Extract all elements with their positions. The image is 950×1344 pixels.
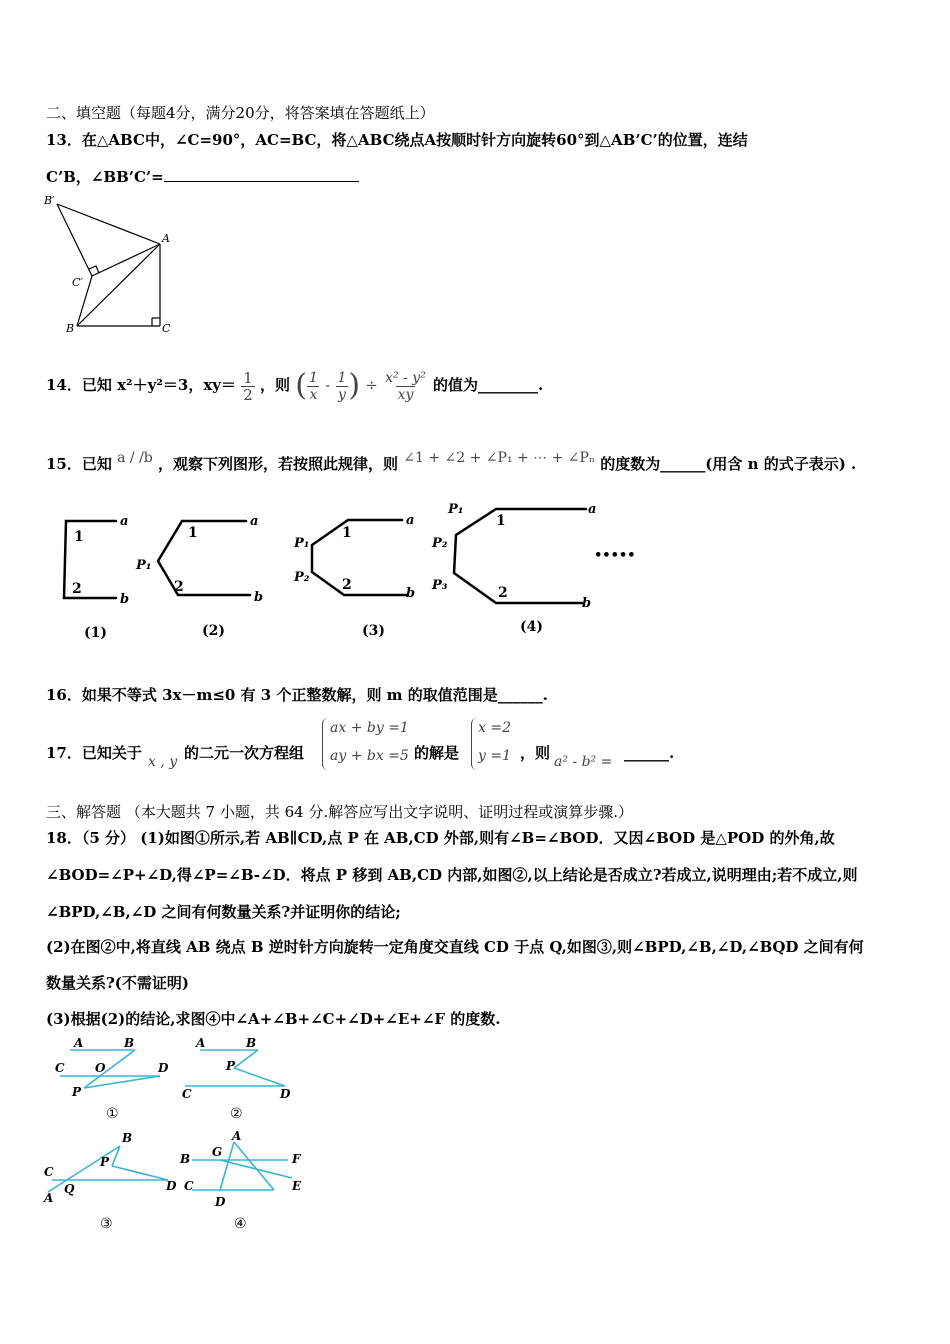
q14-mid: ，则 xyxy=(260,376,291,394)
section-2-heading: 二、填空题（每题4分，满分20分，将答案填在答题纸上） xyxy=(46,104,435,122)
q15-fig1-b: b xyxy=(120,592,130,607)
q18-fig4-g: G xyxy=(212,1145,223,1159)
q18-fig2-a: A xyxy=(196,1036,206,1050)
q14-frac3 xyxy=(383,370,428,403)
q14-frac-half-den: 2 xyxy=(243,385,253,404)
q15-fig4-p3: P₃ xyxy=(432,578,448,593)
q13-label-a: A xyxy=(162,232,170,245)
q14-div: ÷ xyxy=(365,376,378,394)
q15-fig3-angle2: 2 xyxy=(342,577,352,593)
q15-fig4-angle1: 1 xyxy=(496,513,506,529)
q17-eq2: ay + bx =5 xyxy=(330,748,409,764)
q17-vars: x , y xyxy=(148,754,178,770)
q15-fig3-p1: P₁ xyxy=(294,536,310,551)
q15 xyxy=(46,450,857,475)
q13-line2 xyxy=(46,167,359,187)
q15-fig4-p1: P₁ xyxy=(448,502,464,517)
q15-fig3-p2: P₂ xyxy=(294,570,310,585)
q15-figures xyxy=(50,495,650,650)
q14-suffix: 的值为________. xyxy=(433,376,544,394)
q15-fig2-p1: P₁ xyxy=(136,558,152,573)
q15-caption-4: (4) xyxy=(520,619,543,635)
q14-frac2-den: y xyxy=(337,386,346,403)
q14-minus: - xyxy=(325,376,331,394)
q15-fig1-angle2: 2 xyxy=(72,581,82,597)
q15-fig4-p2: P₂ xyxy=(432,536,448,551)
q14 xyxy=(46,360,543,410)
q18-fig4-a: A xyxy=(232,1129,242,1143)
q18-fig1-o: O xyxy=(95,1061,106,1075)
q17-mid: 的二元一次方程组 xyxy=(184,744,305,762)
q18-figures xyxy=(40,1030,320,1240)
q15-suffix: 的度数为______(用含 n 的式子表示) . xyxy=(600,455,857,473)
q15-fig4-b: b xyxy=(582,596,592,611)
q18-caption-2: ② xyxy=(230,1106,243,1122)
q15-prefix: 15．已知 xyxy=(46,455,112,473)
q15-caption-1: (1) xyxy=(84,625,107,641)
q18-fig1-b: B xyxy=(124,1036,135,1050)
q17-prefix: 17．已知关于 xyxy=(46,744,142,762)
q18-fig3-q: Q xyxy=(64,1182,75,1196)
q14-frac-half-num: 1 xyxy=(243,368,253,387)
q17-sol2: y =1 xyxy=(478,748,511,764)
q14-frac2 xyxy=(335,370,348,403)
q18-fig1-d: D xyxy=(158,1061,169,1075)
q17-mid2: 的解是 xyxy=(414,744,460,762)
q16: 16．如果不等式 3x－m≤0 有 3 个正整数解，则 m 的取值范围是______. xyxy=(46,686,548,704)
q13-label-b1: B′ xyxy=(44,194,55,207)
q15-cond: a / /b xyxy=(117,450,153,466)
q14-frac2-num: 1 xyxy=(337,369,347,386)
q13-line2-text: C’B，∠BB’C’= xyxy=(46,168,164,186)
q18-fig4-b: B xyxy=(180,1152,191,1166)
q18-fig3-c: C xyxy=(44,1165,54,1179)
q13-label-c: C xyxy=(162,322,171,335)
q18-fig2-b: B xyxy=(246,1036,257,1050)
q18-fig4-c: C xyxy=(184,1179,194,1193)
q18-line6: (3)根据(2)的结论,求图④中∠A+∠B+∠C+∠D+∠E+∠F 的度数. xyxy=(46,1010,501,1028)
q17-suffix: ______. xyxy=(624,744,675,762)
q14-prefix: 14．已知 x²＋y²＝3，xy＝ xyxy=(46,376,236,394)
q14-paren-close: ) xyxy=(348,368,361,403)
q18-fig1-p: P xyxy=(72,1085,82,1099)
q18-line2: ∠BOD=∠P+∠D,得∠P=∠B-∠D．将点 P 移到 AB,CD 内部,如图②,以上结论是否成立?若成立,说明理由;若不成立,则 xyxy=(46,866,858,884)
q15-fig4-angle2: 2 xyxy=(498,585,508,601)
q15-fig2-angle2: 2 xyxy=(174,579,184,595)
q15-mid: ，观察下列图形，若按照此规律，则 xyxy=(158,455,399,473)
q14-paren-open: ( xyxy=(295,368,307,403)
q15-fig4-a: a xyxy=(588,502,597,517)
q15-expr: ∠1 + ∠2 + ∠P₁ + ⋯ + ∠Pₙ xyxy=(403,450,596,466)
q18-fig3-p: P xyxy=(100,1155,110,1169)
q14-frac1-num: 1 xyxy=(308,369,318,386)
q18-fig1-a: A xyxy=(74,1036,84,1050)
q18-caption-1: ① xyxy=(106,1106,119,1122)
q18-caption-4: ④ xyxy=(234,1216,247,1232)
q18-line3: ∠BPD,∠B,∠D 之间有何数量关系?并证明你的结论; xyxy=(46,903,401,921)
q15-fig2-b: b xyxy=(254,590,264,605)
q18-fig2-d: D xyxy=(280,1087,291,1101)
q13-label-c1: C′ xyxy=(72,276,83,289)
section-3-heading: 三、解答题 （本大题共 7 小题，共 64 分.解答应写出文字说明、证明过程或演算步骤.） xyxy=(46,803,634,821)
q14-frac3-num: x² - y² xyxy=(385,369,426,386)
q18-fig4-d: D xyxy=(215,1195,226,1209)
q15-caption-3: (3) xyxy=(362,623,385,639)
q15-fig1-angle1: 1 xyxy=(74,529,84,545)
q15-fig2-a: a xyxy=(250,514,259,529)
q17-solution-brace xyxy=(471,718,477,770)
q18-fig2-p: P xyxy=(226,1059,236,1073)
q18-fig4-f: F xyxy=(292,1152,301,1166)
q18-fig1-c: C xyxy=(55,1061,65,1075)
q14-frac-half xyxy=(241,370,255,403)
q15-dots: ••••• xyxy=(594,548,636,563)
q18-caption-3: ③ xyxy=(100,1216,113,1232)
q17-sol1: x =2 xyxy=(478,720,511,736)
q18-line5: 数量关系?(不需证明) xyxy=(46,974,189,992)
q13-line1: 13．在△ABC中，∠C=90°，AC=BC，将△ABC绕点A按顺时针方向旋转60°到△AB’C’的位置，连结 xyxy=(46,131,748,149)
q18-fig2-c: C xyxy=(182,1087,192,1101)
q17-mid3: ，则 xyxy=(520,744,551,762)
q15-fig3-b: b xyxy=(406,586,416,601)
q17-expr: a² - b² = xyxy=(554,754,613,770)
q13-figure xyxy=(40,192,190,342)
q18-fig3-b: B xyxy=(122,1131,133,1145)
q18-line1: 18．（5 分） (1)如图①所示,若 AB∥CD,点 P 在 AB,CD 外部,则有∠B=∠BOD．又因∠BOD 是△POD 的外角,故 xyxy=(46,829,835,847)
q14-frac1-den: x xyxy=(309,386,318,403)
q14-frac3-den: xy xyxy=(397,386,414,403)
q15-caption-2: (2) xyxy=(202,623,225,639)
q15-fig3-angle1: 1 xyxy=(342,525,352,541)
q15-fig2-angle1: 1 xyxy=(188,525,198,541)
q17-eq1: ax + by =1 xyxy=(330,720,409,736)
q13-answer-blank xyxy=(164,167,359,182)
q18-line4: (2)在图②中,将直线 AB 绕点 B 逆时针方向旋转一定角度交直线 CD 于点 Q,如图③,则∠BPD,∠B,∠D,∠BQD 之间有何 xyxy=(46,938,864,956)
q14-frac1 xyxy=(307,370,320,403)
q17-system-brace xyxy=(322,718,328,770)
q18-fig4-e: E xyxy=(292,1179,302,1193)
q13-label-b: B xyxy=(66,322,75,335)
q15-fig1-a: a xyxy=(120,514,129,529)
q15-fig3-a: a xyxy=(406,513,415,528)
q18-fig3-a: A xyxy=(44,1191,54,1205)
q18-fig3-d: D xyxy=(166,1179,177,1193)
